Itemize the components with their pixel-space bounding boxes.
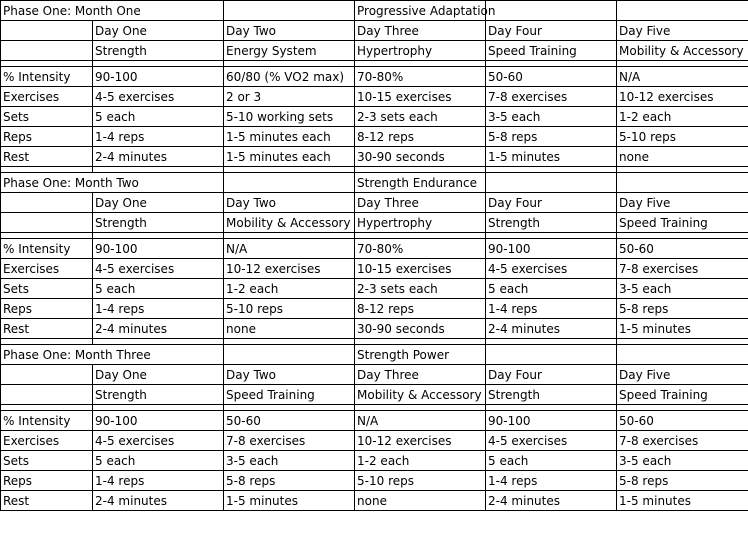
- metric-value-cell[interactable]: 50-60: [224, 411, 355, 431]
- metric-label-cell[interactable]: % Intensity: [1, 67, 93, 87]
- metric-row: [1, 491, 748, 511]
- day-cell[interactable]: Day Two: [224, 21, 355, 41]
- metric-value-cell[interactable]: 5 each: [486, 279, 617, 299]
- focus-cell[interactable]: Strength: [93, 213, 224, 233]
- metric-value-cell[interactable]: 1-4 reps: [93, 471, 224, 491]
- metric-value-cell[interactable]: 2-4 minutes: [93, 319, 224, 339]
- empty-cell[interactable]: [486, 173, 617, 193]
- metric-row: [1, 87, 748, 107]
- empty-cell[interactable]: [617, 173, 748, 193]
- metric-value-cell[interactable]: 90-100: [93, 239, 224, 259]
- section-title-row: [1, 173, 748, 193]
- phase-name-cell[interactable]: Strength Endurance: [355, 173, 486, 193]
- metric-value-cell[interactable]: 1-5 minutes: [617, 491, 748, 511]
- day-cell[interactable]: Day Five: [617, 365, 748, 385]
- empty-cell[interactable]: [224, 173, 355, 193]
- day-cell[interactable]: Day One: [93, 21, 224, 41]
- metric-value-cell[interactable]: 50-60: [486, 67, 617, 87]
- day-cell[interactable]: Day Three: [355, 193, 486, 213]
- metric-value-cell[interactable]: 2-3 sets each: [355, 279, 486, 299]
- phase-name-cell[interactable]: Progressive Adaptation: [355, 1, 486, 21]
- metric-value-cell[interactable]: 10-12 exercises: [355, 431, 486, 451]
- metric-value-cell[interactable]: 2-4 minutes: [486, 491, 617, 511]
- metric-value-cell[interactable]: 1-4 reps: [93, 299, 224, 319]
- metric-value-cell[interactable]: 2-3 sets each: [355, 107, 486, 127]
- metric-row: [1, 147, 748, 167]
- metric-label-cell[interactable]: Sets: [1, 279, 93, 299]
- metric-value-cell[interactable]: 7-8 exercises: [617, 431, 748, 451]
- metric-value-cell[interactable]: 5-10 reps: [617, 127, 748, 147]
- metric-row: [1, 299, 748, 319]
- metric-row: [1, 431, 748, 451]
- metric-row: [1, 319, 748, 339]
- metric-row: [1, 451, 748, 471]
- day-cell[interactable]: Day Three: [355, 365, 486, 385]
- metric-value-cell[interactable]: 5-8 reps: [486, 127, 617, 147]
- metric-value-cell[interactable]: 4-5 exercises: [93, 87, 224, 107]
- metric-value-cell[interactable]: 2-4 minutes: [93, 491, 224, 511]
- metric-label-cell[interactable]: Exercises: [1, 87, 93, 107]
- metric-label-cell[interactable]: Reps: [1, 471, 93, 491]
- day-cell[interactable]: Day Four: [486, 365, 617, 385]
- focus-cell[interactable]: Hypertrophy: [355, 41, 486, 61]
- focus-cell[interactable]: Strength: [486, 385, 617, 405]
- metric-value-cell[interactable]: 5-10 working sets: [224, 107, 355, 127]
- metric-row: [1, 127, 748, 147]
- focus-cell[interactable]: Strength: [93, 385, 224, 405]
- metric-label-cell[interactable]: Rest: [1, 147, 93, 167]
- metric-row: [1, 471, 748, 491]
- day-cell[interactable]: Day One: [93, 365, 224, 385]
- metric-value-cell[interactable]: 50-60: [617, 411, 748, 431]
- empty-cell[interactable]: [617, 345, 748, 365]
- section-title-row: [1, 1, 748, 21]
- day-row: [1, 193, 748, 213]
- phase-name-cell[interactable]: Strength Power: [355, 345, 486, 365]
- day-cell[interactable]: Day Two: [224, 365, 355, 385]
- metric-label-cell[interactable]: Exercises: [1, 431, 93, 451]
- metric-value-cell[interactable]: 30-90 seconds: [355, 147, 486, 167]
- metric-value-cell[interactable]: 60/80 (% VO2 max): [224, 67, 355, 87]
- empty-cell[interactable]: [1, 41, 93, 61]
- empty-cell[interactable]: [224, 1, 355, 21]
- section-title-cell[interactable]: Phase One: Month Two: [1, 173, 224, 193]
- empty-cell[interactable]: [1, 213, 93, 233]
- metric-value-cell[interactable]: 5-10 reps: [224, 299, 355, 319]
- focus-cell[interactable]: Energy System: [224, 41, 355, 61]
- metric-value-cell[interactable]: N/A: [224, 239, 355, 259]
- day-row: [1, 21, 748, 41]
- metric-value-cell[interactable]: 3-5 each: [486, 107, 617, 127]
- focus-cell[interactable]: Speed Training: [486, 41, 617, 61]
- metric-value-cell[interactable]: 4-5 exercises: [486, 259, 617, 279]
- metric-value-cell[interactable]: 5-8 reps: [617, 471, 748, 491]
- metric-value-cell[interactable]: 1-2 each: [355, 451, 486, 471]
- focus-cell[interactable]: Speed Training: [617, 385, 748, 405]
- metric-value-cell[interactable]: 90-100: [486, 239, 617, 259]
- focus-cell[interactable]: Strength: [486, 213, 617, 233]
- metric-value-cell[interactable]: 3-5 each: [617, 451, 748, 471]
- empty-cell[interactable]: [1, 385, 93, 405]
- metric-value-cell[interactable]: 1-5 minutes: [617, 319, 748, 339]
- metric-value-cell[interactable]: 90-100: [93, 411, 224, 431]
- day-cell[interactable]: Day Three: [355, 21, 486, 41]
- metric-value-cell[interactable]: 8-12 reps: [355, 127, 486, 147]
- metric-value-cell[interactable]: 10-15 exercises: [355, 87, 486, 107]
- metric-value-cell[interactable]: 4-5 exercises: [93, 431, 224, 451]
- focus-cell[interactable]: Speed Training: [224, 385, 355, 405]
- day-cell[interactable]: Day Four: [486, 193, 617, 213]
- metric-row: [1, 259, 748, 279]
- metric-value-cell[interactable]: 5 each: [93, 279, 224, 299]
- metric-value-cell[interactable]: 1-4 reps: [486, 299, 617, 319]
- metric-value-cell[interactable]: 1-2 each: [224, 279, 355, 299]
- metric-value-cell[interactable]: 1-5 minutes each: [224, 127, 355, 147]
- empty-cell[interactable]: [486, 1, 617, 21]
- metric-value-cell[interactable]: 70-80%: [355, 67, 486, 87]
- metric-label-cell[interactable]: Reps: [1, 127, 93, 147]
- metric-value-cell[interactable]: N/A: [617, 67, 748, 87]
- metric-row: [1, 279, 748, 299]
- metric-label-cell[interactable]: Sets: [1, 107, 93, 127]
- metric-row: [1, 67, 748, 87]
- metric-value-cell[interactable]: 50-60: [617, 239, 748, 259]
- metric-value-cell[interactable]: 90-100: [486, 411, 617, 431]
- metric-row: [1, 411, 748, 431]
- metric-value-cell[interactable]: 1-2 each: [617, 107, 748, 127]
- day-row: [1, 365, 748, 385]
- metric-value-cell[interactable]: N/A: [355, 411, 486, 431]
- metric-label-cell[interactable]: Exercises: [1, 259, 93, 279]
- empty-cell[interactable]: [1, 21, 93, 41]
- empty-cell[interactable]: [486, 345, 617, 365]
- metric-row: [1, 107, 748, 127]
- focus-row: [1, 41, 748, 61]
- metric-value-cell[interactable]: 7-8 exercises: [486, 87, 617, 107]
- metric-value-cell[interactable]: 3-5 each: [224, 451, 355, 471]
- section-title-cell[interactable]: Phase One: Month Three: [1, 345, 224, 365]
- section-title-cell[interactable]: Phase One: Month One: [1, 1, 224, 21]
- metric-value-cell[interactable]: 7-8 exercises: [224, 431, 355, 451]
- metric-value-cell[interactable]: 3-5 each: [617, 279, 748, 299]
- metric-label-cell[interactable]: Rest: [1, 491, 93, 511]
- focus-cell[interactable]: Speed Training: [617, 213, 748, 233]
- focus-row: [1, 385, 748, 405]
- metric-row: [1, 239, 748, 259]
- metric-value-cell[interactable]: 8-12 reps: [355, 299, 486, 319]
- metric-value-cell[interactable]: 1-4 reps: [486, 471, 617, 491]
- empty-cell[interactable]: [617, 1, 748, 21]
- metric-value-cell[interactable]: 4-5 exercises: [93, 259, 224, 279]
- metric-value-cell[interactable]: none: [617, 147, 748, 167]
- metric-value-cell[interactable]: 70-80%: [355, 239, 486, 259]
- day-cell[interactable]: Day Two: [224, 193, 355, 213]
- metric-value-cell[interactable]: 2-4 minutes: [486, 319, 617, 339]
- focus-cell[interactable]: Strength: [93, 41, 224, 61]
- metric-value-cell[interactable]: 5 each: [486, 451, 617, 471]
- metric-value-cell[interactable]: none: [355, 491, 486, 511]
- day-cell[interactable]: Day Five: [617, 193, 748, 213]
- metric-value-cell[interactable]: 30-90 seconds: [355, 319, 486, 339]
- metric-value-cell[interactable]: 10-12 exercises: [224, 259, 355, 279]
- metric-label-cell[interactable]: % Intensity: [1, 411, 93, 431]
- metric-value-cell[interactable]: 4-5 exercises: [486, 431, 617, 451]
- metric-value-cell[interactable]: 5 each: [93, 451, 224, 471]
- focus-cell[interactable]: Hypertrophy: [355, 213, 486, 233]
- day-cell[interactable]: Day Four: [486, 21, 617, 41]
- focus-cell[interactable]: Mobility & Accessory: [617, 41, 748, 61]
- metric-label-cell[interactable]: % Intensity: [1, 239, 93, 259]
- metric-label-cell[interactable]: Reps: [1, 299, 93, 319]
- focus-cell[interactable]: Mobility & Accessory: [224, 213, 355, 233]
- empty-cell[interactable]: [1, 365, 93, 385]
- metric-value-cell[interactable]: 2-4 minutes: [93, 147, 224, 167]
- empty-cell[interactable]: [1, 193, 93, 213]
- focus-cell[interactable]: Mobility & Accessory: [355, 385, 486, 405]
- metric-value-cell[interactable]: 10-12 exercises: [617, 87, 748, 107]
- metric-value-cell[interactable]: none: [224, 319, 355, 339]
- metric-value-cell[interactable]: 5-10 reps: [355, 471, 486, 491]
- metric-value-cell[interactable]: 1-5 minutes: [486, 147, 617, 167]
- metric-value-cell[interactable]: 7-8 exercises: [617, 259, 748, 279]
- metric-value-cell[interactable]: 1-5 minutes each: [224, 147, 355, 167]
- metric-label-cell[interactable]: Rest: [1, 319, 93, 339]
- empty-cell[interactable]: [224, 345, 355, 365]
- metric-value-cell[interactable]: 10-15 exercises: [355, 259, 486, 279]
- metric-label-cell[interactable]: Sets: [1, 451, 93, 471]
- metric-value-cell[interactable]: 90-100: [93, 67, 224, 87]
- metric-value-cell[interactable]: 5 each: [93, 107, 224, 127]
- metric-value-cell[interactable]: 2 or 3: [224, 87, 355, 107]
- metric-value-cell[interactable]: 1-5 minutes: [224, 491, 355, 511]
- metric-value-cell[interactable]: 1-4 reps: [93, 127, 224, 147]
- focus-row: [1, 213, 748, 233]
- day-cell[interactable]: Day Five: [617, 21, 748, 41]
- section-title-row: [1, 345, 748, 365]
- metric-value-cell[interactable]: 5-8 reps: [224, 471, 355, 491]
- day-cell[interactable]: Day One: [93, 193, 224, 213]
- metric-value-cell[interactable]: 5-8 reps: [617, 299, 748, 319]
